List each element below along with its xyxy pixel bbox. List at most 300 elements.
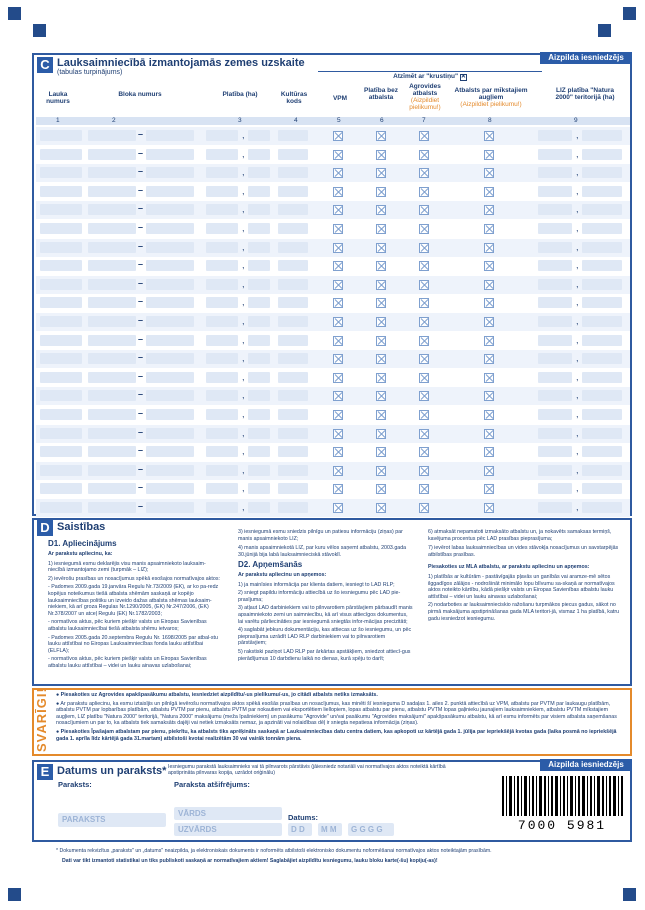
berries-checkbox[interactable] (484, 354, 494, 364)
col-header-berries (452, 87, 530, 108)
no-support-checkbox[interactable] (376, 391, 386, 401)
area-dec-cell[interactable] (248, 130, 270, 141)
vpm-checkbox[interactable] (333, 150, 343, 160)
area-dec-cell[interactable] (248, 465, 270, 476)
block-number-cell-b[interactable] (146, 204, 194, 215)
berries-checkbox[interactable] (484, 391, 494, 401)
block-number-cell-a[interactable] (88, 297, 136, 308)
agro-checkbox[interactable] (419, 391, 429, 401)
area-comma: , (242, 446, 245, 457)
natura-dec-cell[interactable] (582, 279, 622, 290)
no-support-checkbox[interactable] (376, 298, 386, 308)
berries-checkbox[interactable] (484, 429, 494, 439)
agro-checkbox[interactable] (419, 466, 429, 476)
area-int-cell[interactable] (206, 502, 238, 513)
block-number-cell-b[interactable] (146, 279, 194, 290)
block-number-cell-a[interactable] (88, 353, 136, 364)
berries-checkbox[interactable] (484, 224, 494, 234)
natura-dec-cell[interactable] (582, 242, 622, 253)
vpm-checkbox[interactable] (333, 131, 343, 141)
field-number-cell[interactable] (40, 297, 82, 308)
natura-comma: , (576, 427, 579, 438)
agro-checkbox[interactable] (419, 503, 429, 513)
berries-checkbox[interactable] (484, 150, 494, 160)
block-number-cell-b[interactable] (146, 465, 194, 476)
natura-comma: , (576, 185, 579, 196)
block-number-cell-a[interactable] (88, 204, 136, 215)
vpm-checkbox[interactable] (333, 503, 343, 513)
area-int-cell[interactable] (206, 223, 238, 234)
block-number-cell-b[interactable] (146, 260, 194, 271)
crop-code-cell[interactable] (278, 167, 308, 178)
no-support-checkbox[interactable] (376, 150, 386, 160)
col-number: 1 (56, 117, 60, 124)
field-number-cell[interactable] (40, 130, 82, 141)
natura-int-cell[interactable] (538, 335, 572, 346)
area-int-cell[interactable] (206, 130, 238, 141)
natura-dec-cell[interactable] (582, 353, 622, 364)
agro-checkbox[interactable] (419, 373, 429, 383)
area-dec-cell[interactable] (248, 316, 270, 327)
agro-checkbox[interactable] (419, 261, 429, 271)
vpm-checkbox[interactable] (333, 298, 343, 308)
area-int-cell[interactable] (206, 428, 238, 439)
natura-int-cell[interactable] (538, 167, 572, 178)
crop-code-cell[interactable] (278, 260, 308, 271)
natura-int-cell[interactable] (538, 483, 572, 494)
area-dec-cell[interactable] (248, 390, 270, 401)
field-number-cell[interactable] (40, 446, 82, 457)
no-support-checkbox[interactable] (376, 336, 386, 346)
block-dash: – (138, 315, 144, 325)
important-label: SVARĪGI! (34, 687, 49, 752)
natura-dec-cell[interactable] (582, 409, 622, 420)
natura-dec-cell[interactable] (582, 204, 622, 215)
area-dec-cell[interactable] (248, 428, 270, 439)
area-dec-cell[interactable] (248, 223, 270, 234)
area-int-cell[interactable] (206, 483, 238, 494)
field-number-cell[interactable] (40, 149, 82, 160)
table-row (36, 332, 630, 350)
natura-int-cell[interactable] (538, 297, 572, 308)
important-item: ● Piesakoties Īpašajam atbalstam par pienu, piekrītu, ka atbalsts tiks aprēķināts saskaņā ar Lauksaimniecības datu centra datiem, kas apkopoti uz kārtējā gada 1. jūlija par iepriekšējā kvotas gada (laika posmā no iepriekšējā gada 1. aprīla līdz kārtējā gada 31.martam) atbilstoši kvotai realizētām 30 vai vairāk tonnām piena. (56, 728, 617, 742)
no-support-checkbox[interactable] (376, 484, 386, 494)
block-number-cell-a[interactable] (88, 260, 136, 271)
vpm-checkbox[interactable] (333, 224, 343, 234)
natura-dec-cell[interactable] (582, 316, 622, 327)
area-int-cell[interactable] (206, 204, 238, 215)
block-number-cell-b[interactable] (146, 353, 194, 364)
table-row (36, 257, 630, 275)
agro-checkbox[interactable] (419, 205, 429, 215)
field-number-cell[interactable] (40, 260, 82, 271)
natura-comma: , (576, 241, 579, 252)
date-year-field[interactable]: G G G G (348, 823, 394, 836)
field-number-cell[interactable] (40, 465, 82, 476)
area-int-cell[interactable] (206, 186, 238, 197)
field-number-cell[interactable] (40, 353, 82, 364)
agro-checkbox[interactable] (419, 224, 429, 234)
block-number-cell-a[interactable] (88, 372, 136, 383)
field-number-cell[interactable] (40, 204, 82, 215)
field-number-cell[interactable] (40, 483, 82, 494)
col-header-berries-note: (Aizpildiet pielikumu!) (460, 101, 522, 108)
vpm-checkbox[interactable] (333, 354, 343, 364)
natura-dec-cell[interactable] (582, 186, 622, 197)
corner-marker-tl (8, 7, 21, 20)
block-number-cell-a[interactable] (88, 446, 136, 457)
important-item-text: Piesakoties Īpašajam atbalstam par pienu, piekrītu, ka atbalsts tiks aprēķināts saskaņā ar Lauksaimniecības datu centra datiem, kas apkopoti uz kārtējā gada 1. jūlija par iepriekšējā kvotas gada (laika posmā no iepriekšējā gada 1. aprīla līdz kārtējā gada 31.martam) atbilstoši kvotai realizētām 30 vai vairāk tonnām piena. (56, 728, 617, 742)
block-number-cell-b[interactable] (146, 297, 194, 308)
berries-checkbox[interactable] (484, 131, 494, 141)
natura-dec-cell[interactable] (582, 483, 622, 494)
block-number-cell-b[interactable] (146, 186, 194, 197)
crop-code-cell[interactable] (278, 353, 308, 364)
agro-checkbox[interactable] (419, 243, 429, 253)
vpm-checkbox[interactable] (333, 391, 343, 401)
vpm-checkbox[interactable] (333, 466, 343, 476)
section-c-title: Lauksaimniecībā izmantojamās zemes uzskaite (57, 57, 305, 69)
block-number-cell-b[interactable] (146, 483, 194, 494)
field-number-cell[interactable] (40, 372, 82, 383)
area-int-cell[interactable] (206, 149, 238, 160)
area-int-cell[interactable] (206, 316, 238, 327)
area-int-cell[interactable] (206, 297, 238, 308)
area-comma: , (242, 409, 245, 419)
berries-checkbox[interactable] (484, 187, 494, 197)
area-dec-cell[interactable] (248, 335, 270, 346)
area-int-cell[interactable] (206, 335, 238, 346)
block-number-cell-a[interactable] (88, 390, 136, 401)
date-month-field[interactable]: M M (318, 823, 342, 836)
natura-dec-cell[interactable] (582, 502, 622, 513)
no-support-checkbox[interactable] (376, 261, 386, 271)
berries-checkbox[interactable] (484, 466, 494, 476)
area-int-cell[interactable] (206, 167, 238, 178)
crop-code-cell[interactable] (278, 502, 308, 513)
no-support-checkbox[interactable] (376, 205, 386, 215)
natura-dec-cell[interactable] (582, 167, 622, 178)
date-day-field[interactable]: D D (288, 823, 312, 836)
berries-checkbox[interactable] (484, 410, 494, 420)
no-support-checkbox[interactable] (376, 131, 386, 141)
block-number-cell-b[interactable] (146, 223, 194, 234)
natura-comma: , (576, 148, 579, 159)
crop-code-cell[interactable] (278, 130, 308, 141)
first-name-field[interactable]: VĀRDS (174, 807, 282, 820)
important-item-text: Piesakoties uz Agrovides apakšpasākumu atbalstu, iesniedziet aizpildītu/-us pielikumu/-us, jo citādi atbalsts netiks izmaksāts. (60, 692, 378, 698)
d-col3-item: 6) atmaksāt nepamatoti izmaksāto atbalstu un, ja nokavēts samaksas termiņš, kavējuma procentus pēc LAD prasības pieprasījuma; (428, 529, 612, 542)
crop-code-cell[interactable] (278, 297, 308, 308)
barcode-number: 7000 5981 (517, 818, 607, 833)
vpm-checkbox[interactable] (333, 168, 343, 178)
berries-checkbox[interactable] (484, 373, 494, 383)
natura-int-cell[interactable] (538, 223, 572, 234)
signature-field[interactable]: PARAKSTS (58, 813, 166, 827)
area-dec-cell[interactable] (248, 502, 270, 513)
agro-checkbox[interactable] (419, 429, 429, 439)
berries-checkbox[interactable] (484, 280, 494, 290)
agro-checkbox[interactable] (419, 447, 429, 457)
area-dec-cell[interactable] (248, 186, 270, 197)
no-support-checkbox[interactable] (376, 429, 386, 439)
field-number-cell[interactable] (40, 242, 82, 253)
natura-dec-cell[interactable] (582, 372, 622, 383)
d1-intro: Ar parakstu apliecinu, ka: (48, 551, 113, 557)
natura-int-cell[interactable] (538, 409, 572, 420)
natura-int-cell[interactable] (538, 204, 572, 215)
area-dec-cell[interactable] (248, 260, 270, 271)
berries-checkbox[interactable] (484, 205, 494, 215)
section-d-title: Saistības (57, 521, 106, 533)
vpm-checkbox[interactable] (333, 484, 343, 494)
natura-int-cell[interactable] (538, 149, 572, 160)
block-number-cell-a[interactable] (88, 316, 136, 327)
field-number-cell[interactable] (40, 167, 82, 178)
area-dec-cell[interactable] (248, 409, 270, 420)
no-support-checkbox[interactable] (376, 410, 386, 420)
col-header-crop: Kultūras kods (280, 91, 308, 105)
no-support-checkbox[interactable] (376, 187, 386, 197)
natura-int-cell[interactable] (538, 428, 572, 439)
col-number: 2 (112, 117, 116, 124)
no-support-checkbox[interactable] (376, 317, 386, 327)
natura-int-cell[interactable] (538, 130, 572, 141)
block-number-cell-a[interactable] (88, 167, 136, 178)
natura-int-cell[interactable] (538, 186, 572, 197)
block-number-cell-b[interactable] (146, 502, 194, 513)
block-number-cell-a[interactable] (88, 409, 136, 420)
no-support-checkbox[interactable] (376, 503, 386, 513)
crop-code-cell[interactable] (278, 204, 308, 215)
block-dash: – (138, 352, 144, 363)
block-number-cell-b[interactable] (146, 428, 194, 439)
last-name-field[interactable]: UZVĀRDS (174, 823, 282, 836)
vpm-checkbox[interactable] (333, 261, 343, 271)
agro-checkbox[interactable] (419, 317, 429, 327)
berries-checkbox[interactable] (484, 336, 494, 346)
vpm-checkbox[interactable] (333, 317, 343, 327)
block-number-cell-a[interactable] (88, 465, 136, 476)
signature-decoder-label: Paraksta atšifrējums: (174, 780, 250, 789)
crop-code-cell[interactable] (278, 465, 308, 476)
vpm-checkbox[interactable] (333, 373, 343, 383)
area-int-cell[interactable] (206, 279, 238, 290)
block-dash: – (138, 370, 144, 381)
block-number-cell-a[interactable] (88, 149, 136, 160)
natura-dec-cell[interactable] (582, 428, 622, 439)
area-int-cell[interactable] (206, 353, 238, 364)
agro-checkbox[interactable] (419, 168, 429, 178)
block-number-cell-a[interactable] (88, 242, 136, 253)
berries-checkbox[interactable] (484, 168, 494, 178)
natura-int-cell[interactable] (538, 446, 572, 457)
block-number-cell-a[interactable] (88, 130, 136, 141)
area-int-cell[interactable] (206, 446, 238, 457)
no-support-checkbox[interactable] (376, 447, 386, 457)
block-dash: – (138, 389, 144, 400)
d1-item: - normatīvos aktus, pēc kuriem piešķir valsts un Eiropas Savienības atbalstu lauku attīstībai – videi un lauku ainavas uzlabošanai; (48, 656, 207, 669)
natura-int-cell[interactable] (538, 390, 572, 401)
crop-code-cell[interactable] (278, 223, 308, 234)
berries-checkbox[interactable] (484, 447, 494, 457)
area-dec-cell[interactable] (248, 204, 270, 215)
crop-code-cell[interactable] (278, 242, 308, 253)
natura-int-cell[interactable] (538, 372, 572, 383)
natura-int-cell[interactable] (538, 242, 572, 253)
crop-code-cell[interactable] (278, 372, 308, 383)
block-number-cell-b[interactable] (146, 149, 194, 160)
crop-code-cell[interactable] (278, 409, 308, 420)
area-dec-cell[interactable] (248, 167, 270, 178)
table-row (36, 443, 630, 461)
natura-dec-cell[interactable] (582, 446, 622, 457)
no-support-checkbox[interactable] (376, 243, 386, 253)
block-number-cell-a[interactable] (88, 223, 136, 234)
vpm-checkbox[interactable] (333, 187, 343, 197)
natura-dec-cell[interactable] (582, 130, 622, 141)
natura-comma: , (576, 409, 579, 419)
natura-int-cell[interactable] (538, 502, 572, 513)
berries-checkbox[interactable] (484, 243, 494, 253)
agro-checkbox[interactable] (419, 354, 429, 364)
natura-dec-cell[interactable] (582, 260, 622, 271)
natura-comma: , (576, 446, 579, 457)
agro-checkbox[interactable] (419, 150, 429, 160)
block-number-cell-a[interactable] (88, 483, 136, 494)
block-number-cell-b[interactable] (146, 335, 194, 346)
block-number-cell-b[interactable] (146, 130, 194, 141)
natura-dec-cell[interactable] (582, 223, 622, 234)
area-dec-cell[interactable] (248, 446, 270, 457)
col-number: 8 (488, 117, 492, 124)
area-int-cell[interactable] (206, 409, 238, 420)
area-comma: , (242, 260, 245, 271)
natura-dec-cell[interactable] (582, 465, 622, 476)
no-support-checkbox[interactable] (376, 466, 386, 476)
table-row (36, 387, 630, 405)
field-number-cell[interactable] (40, 186, 82, 197)
field-number-cell[interactable] (40, 223, 82, 234)
berries-checkbox[interactable] (484, 298, 494, 308)
natura-dec-cell[interactable] (582, 297, 622, 308)
natura-int-cell[interactable] (538, 279, 572, 290)
berries-checkbox[interactable] (484, 261, 494, 271)
block-number-cell-b[interactable] (146, 390, 194, 401)
crop-code-cell[interactable] (278, 446, 308, 457)
berries-checkbox[interactable] (484, 317, 494, 327)
no-support-checkbox[interactable] (376, 168, 386, 178)
natura-int-cell[interactable] (538, 260, 572, 271)
vpm-checkbox[interactable] (333, 280, 343, 290)
field-number-cell[interactable] (40, 335, 82, 346)
block-number-cell-b[interactable] (146, 446, 194, 457)
corner-marker-tr2 (598, 24, 611, 37)
crop-code-cell[interactable] (278, 186, 308, 197)
block-number-cell-b[interactable] (146, 316, 194, 327)
agro-checkbox[interactable] (419, 410, 429, 420)
block-number-cell-a[interactable] (88, 186, 136, 197)
berries-checkbox[interactable] (484, 484, 494, 494)
vpm-checkbox[interactable] (333, 243, 343, 253)
block-number-cell-b[interactable] (146, 167, 194, 178)
agro-checkbox[interactable] (419, 187, 429, 197)
crop-code-cell[interactable] (278, 316, 308, 327)
block-number-cell-a[interactable] (88, 428, 136, 439)
no-support-checkbox[interactable] (376, 373, 386, 383)
field-number-cell[interactable] (40, 390, 82, 401)
vpm-checkbox[interactable] (333, 410, 343, 420)
no-support-checkbox[interactable] (376, 224, 386, 234)
crop-code-cell[interactable] (278, 279, 308, 290)
natura-int-cell[interactable] (538, 465, 572, 476)
vpm-checkbox[interactable] (333, 205, 343, 215)
area-dec-cell[interactable] (248, 353, 270, 364)
block-number-cell-b[interactable] (146, 372, 194, 383)
area-dec-cell[interactable] (248, 279, 270, 290)
natura-dec-cell[interactable] (582, 390, 622, 401)
natura-int-cell[interactable] (538, 353, 572, 364)
d1-item: 1) iesniegumā esmu deklarējis visu manis apsaimniekoto lauksaim-niecībā izmantojamo zemi (turpmāk – LIZ); (48, 560, 206, 574)
agro-checkbox[interactable] (419, 280, 429, 290)
block-number-cell-b[interactable] (146, 242, 194, 253)
table-row (36, 294, 630, 312)
field-number-cell[interactable] (40, 502, 82, 513)
block-number-cell-b[interactable] (146, 409, 194, 420)
table-row (36, 220, 630, 238)
field-number-cell[interactable] (40, 409, 82, 420)
agro-checkbox[interactable] (419, 484, 429, 494)
natura-comma: , (576, 371, 579, 382)
area-dec-cell[interactable] (248, 149, 270, 160)
natura-int-cell[interactable] (538, 316, 572, 327)
area-dec-cell[interactable] (248, 242, 270, 253)
field-number-cell[interactable] (40, 428, 82, 439)
vpm-checkbox[interactable] (333, 429, 343, 439)
crop-code-cell[interactable] (278, 390, 308, 401)
natura-dec-cell[interactable] (582, 149, 622, 160)
area-int-cell[interactable] (206, 372, 238, 383)
no-support-checkbox[interactable] (376, 280, 386, 290)
agro-checkbox[interactable] (419, 336, 429, 346)
crop-code-cell[interactable] (278, 335, 308, 346)
berries-checkbox[interactable] (484, 503, 494, 513)
block-number-cell-a[interactable] (88, 279, 136, 290)
area-dec-cell[interactable] (248, 297, 270, 308)
vpm-checkbox[interactable] (333, 336, 343, 346)
crop-code-cell[interactable] (278, 428, 308, 439)
vpm-checkbox[interactable] (333, 447, 343, 457)
area-int-cell[interactable] (206, 242, 238, 253)
agro-checkbox[interactable] (419, 298, 429, 308)
field-number-cell[interactable] (40, 279, 82, 290)
block-dash: – (138, 277, 144, 288)
field-number-cell[interactable] (40, 316, 82, 327)
area-comma: , (242, 334, 245, 345)
block-number-cell-a[interactable] (88, 335, 136, 346)
crop-code-cell[interactable] (278, 149, 308, 160)
area-int-cell[interactable] (206, 390, 238, 401)
no-support-checkbox[interactable] (376, 354, 386, 364)
block-number-cell-a[interactable] (88, 502, 136, 513)
area-int-cell[interactable] (206, 465, 238, 476)
area-dec-cell[interactable] (248, 483, 270, 494)
area-int-cell[interactable] (206, 260, 238, 271)
area-dec-cell[interactable] (248, 372, 270, 383)
agro-checkbox[interactable] (419, 131, 429, 141)
natura-dec-cell[interactable] (582, 335, 622, 346)
crop-code-cell[interactable] (278, 483, 308, 494)
